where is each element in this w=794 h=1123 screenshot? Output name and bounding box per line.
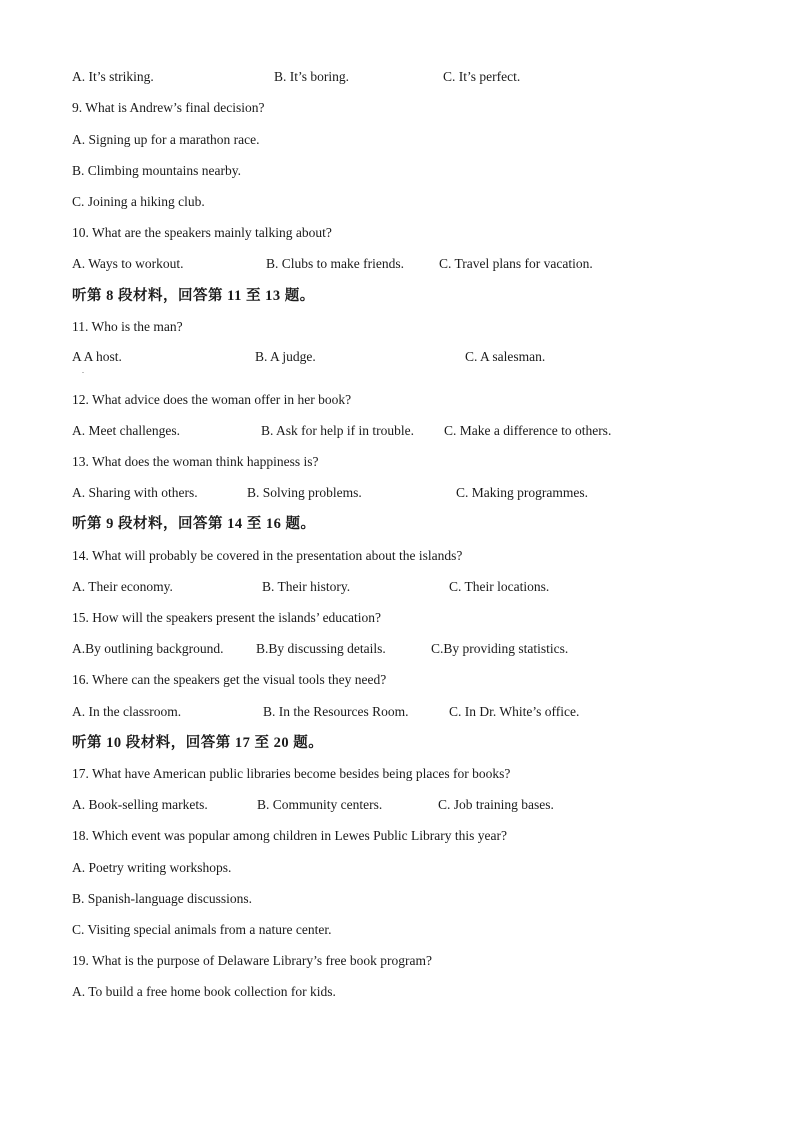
section-heading-10: 听第 10 段材料，回答第 17 至 20 题。: [72, 735, 324, 751]
q12-option-c: C. Make a difference to others.: [444, 423, 612, 438]
section-heading-9: 听第 9 段材料，回答第 14 至 16 题。: [72, 516, 316, 532]
q15-stem: 15. How will the speakers present the islands’ education?: [72, 610, 382, 625]
q13-option-b: B. Solving problems.: [247, 485, 362, 500]
q18-stem: 18. Which event was popular among children in Lewes Public Library this year?: [72, 828, 507, 843]
q15-option-c: C.By providing statistics.: [431, 641, 569, 656]
q16-option-a: A. In the classroom.: [72, 704, 182, 719]
q11-stem: 11. Who is the man?: [72, 319, 183, 334]
q10-stem: 10. What are the speakers mainly talking about?: [72, 225, 332, 240]
q12-option-b: B. Ask for help if in trouble.: [261, 423, 414, 438]
q11-option-c: C. A salesman.: [465, 349, 546, 364]
q12-option-a: A. Meet challenges.: [72, 423, 180, 438]
q10-option-c: C. Travel plans for vacation.: [439, 256, 593, 271]
q9-option-c: C. Joining a hiking club.: [72, 194, 205, 209]
q13-option-a: A. Sharing with others.: [72, 485, 198, 500]
q13-option-c: C. Making programmes.: [456, 485, 588, 500]
q18-option-c: C. Visiting special animals from a nature center.: [72, 922, 332, 937]
section-heading-8: 听第 8 段材料，回答第 11 至 13 题。: [72, 288, 315, 304]
q11-option-a: A A host.: [72, 349, 122, 364]
q17-option-b: B. Community centers.: [257, 797, 383, 812]
q17-option-c: C. Job training bases.: [438, 797, 554, 812]
q14-option-c: C. Their locations.: [449, 579, 550, 594]
q8-option-b: B. It’s boring.: [274, 69, 350, 84]
q19-option-a: A. To build a free home book collection for kids.: [72, 984, 336, 999]
q19-stem: 19. What is the purpose of Delaware Library’s free book program?: [72, 953, 432, 968]
q18-option-b: B. Spanish-language discussions.: [72, 891, 252, 906]
q9-option-b: B. Climbing mountains nearby.: [72, 163, 241, 178]
q17-stem: 17. What have American public libraries become besides being places for books?: [72, 766, 511, 781]
q15-option-b: B.By discussing details.: [256, 641, 386, 656]
q16-option-b: B. In the Resources Room.: [263, 704, 409, 719]
q12-stem: 12. What advice does the woman offer in her book?: [72, 392, 352, 407]
q16-stem: 16. Where can the speakers get the visual tools they need?: [72, 672, 387, 687]
q10-option-b: B. Clubs to make friends.: [266, 256, 404, 271]
q8-option-c: C. It’s perfect.: [443, 69, 521, 84]
q9-option-a: A. Signing up for a marathon race.: [72, 132, 260, 147]
q15-option-a: A.By outlining background.: [72, 641, 224, 656]
q9-stem: 9. What is Andrew’s final decision?: [72, 100, 265, 115]
q16-option-c: C. In Dr. White’s office.: [449, 704, 580, 719]
q18-option-a: A. Poetry writing workshops.: [72, 860, 232, 875]
q17-option-a: A. Book-selling markets.: [72, 797, 208, 812]
q14-stem: 14. What will probably be covered in the presentation about the islands?: [72, 548, 463, 563]
q8-option-a: A. It’s striking.: [72, 69, 154, 84]
q14-option-a: A. Their economy.: [72, 579, 173, 594]
q10-option-a: A. Ways to workout.: [72, 256, 184, 271]
q13-stem: 13. What does the woman think happiness is?: [72, 454, 319, 469]
q14-option-b: B. Their history.: [262, 579, 351, 594]
q11-option-b: B. A judge.: [255, 349, 316, 364]
q11-stray-mark: .: [82, 366, 84, 375]
